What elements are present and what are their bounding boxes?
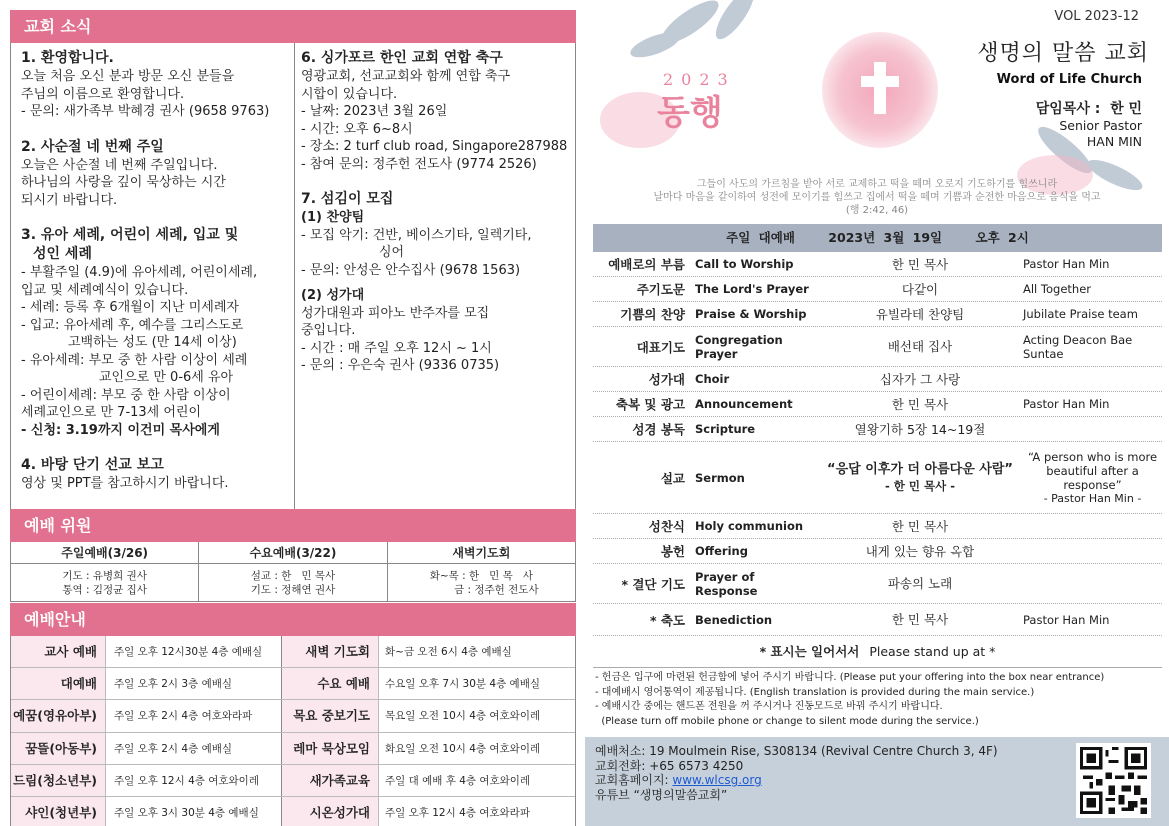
footer-youtube: 유튜브 “생명의말씀교회” [595,787,728,802]
staff-col-heading: 수요예배(3/22) [199,542,386,564]
order-korean-label: 예배로의 부름 [608,257,685,272]
order-mid-text: 한 민 목사 [891,256,949,272]
news-4-heading: 4. 바탕 단기 선교 보고 [21,457,164,473]
guide-row [11,797,575,826]
staff-line: 기도 : 유병희 권사 [62,570,147,582]
staff-col-heading: 주일예배(3/26) [11,542,198,564]
guide-row [11,700,575,732]
news-1-heading: 1. 환영합니다. [21,50,114,66]
order-leader [819,611,1021,628]
footer-phone: 교회전화: +65 6573 4250 [595,758,744,773]
order-leader [819,518,1021,535]
order-english-leader [1021,613,1162,627]
news-column-right [301,49,571,375]
order-mid-text: 파송의 노래 [887,576,953,591]
news-3-line: - 입교: 유아세례 후, 예수를 그리스도로 [21,317,244,333]
order-item [593,302,1162,327]
order-leader [819,396,1021,413]
order-mid-text: 배선태 집사 [887,339,953,354]
notes [595,671,1160,729]
news-6-line: - 장소: 2 turf club road, Singapore287988 [301,139,568,154]
order-leader [819,421,1021,438]
news-3-heading-cont: 성인 세례 [33,246,92,262]
staff-line: 통역 : 김정균 집사 [62,584,147,596]
guide-value: 주일 오후 2시 3층 예배실 [106,668,282,699]
order-right-text: All Together [1023,282,1091,296]
news-2-heading: 2. 사순절 네 번째 주일 [21,138,164,155]
order-korean-label: * 축도 [649,612,685,628]
order-mid-text: 십자가 그 사랑 [879,371,961,387]
news-3-line: 고백하는 성도 (만 14세 이상) [68,335,237,350]
staff-line: 기도 : 정해연 권사 [250,584,336,596]
guide-row [11,668,575,700]
news-6-heading: 6. 싱가포르 한인 교회 연합 축구 [301,50,503,66]
staff-section-title: 예배 위원 [10,509,576,542]
church-name-korean: 생명의 말씀 교회 [977,41,1149,66]
right-panel [585,0,1169,826]
guide-value: 주일 오후 12시 4층 여호와이레 [106,765,282,796]
news-7-sub1: (1) 찬양팀 [301,210,365,225]
guide-value: 주일 오후 12시 4층 여호와라파 [385,806,530,819]
order-korean-label: 봉헌 [660,544,685,559]
guide-label: 샤인(청년부) [11,797,106,826]
staff-col-wednesday [199,542,387,601]
news-7-line: - 모집 악기: 건반, 베이스기타, 일렉기타, [301,227,532,243]
standup-english: Please stand up at * [869,644,996,659]
guide-value: 목요일 오전 10시 4층 여호와이레 [385,710,541,723]
news-3-heading: 3. 유아 세례, 어린이 세례, 입교 및 [21,227,239,243]
footer [585,737,1169,826]
church-name-english: Word of Life Church [996,72,1142,87]
order-item [593,514,1162,539]
guide-label: 대예배 [11,668,106,699]
guide-value: 주일 대 예배 후 4층 여호와이레 [385,774,531,787]
order-mid-text: 내게 있는 향유 옥합 [865,543,975,559]
staff-line: 설교 : 한 민 목사 [250,570,336,582]
news-3-line: - 유아세례: 부모 중 한 사람 이상이 세례 [21,352,248,368]
guide-row [11,636,575,668]
order-item [593,392,1162,417]
column-divider [294,43,295,514]
news-6-line: - 날짜: 2023년 3월 26일 [301,104,448,119]
scripture-verse [605,178,1149,217]
guide-label: 레마 묵상모임 [282,733,379,764]
staff-line: 화~목 : 한 민 목 사 [429,570,533,582]
guide-row [11,765,575,797]
qr-code-icon[interactable] [1076,743,1151,818]
news-1-line: 주님의 이름으로 환영합니다. [21,86,185,102]
news-6-line: 시합이 있습니다. [301,86,398,102]
news-3-line: 세례교인으로 만 7-13세 어린이 [21,405,202,420]
order-leader [819,338,1021,355]
staff-table [10,542,576,602]
order-english-label: Offering [695,544,748,558]
scripture-line: 그들이 사도의 가르침을 받아 서로 교제하고 떡을 떼며 오로지 기도하기를 힘쓰니라 [696,179,1058,190]
news-4-line: 영상 및 PPT를 참고하시기 바랍니다. [21,476,229,491]
order-heading: 주일 대예배 2023년 3월 19일 오후 2시 [593,224,1162,252]
order-english-label: Praise & Worship [695,307,807,321]
guide-value: 화요일 오전 10시 4층 여호와이레 [385,742,541,755]
news-3-line: 교인으로 만 0-6세 유아 [99,370,234,385]
news-7-sub2: (2) 성가대 [301,288,365,303]
order-mid-text: 한 민 목사 [891,396,949,412]
motto-title: 동행 [657,93,723,133]
order-right-text: Pastor Han Min [1023,397,1110,411]
note-line: - 예배시간 중에는 핸드폰 전원을 꺼 주시거나 진동모드로 바꿔 주시기 바랍니다. [595,701,943,712]
cross-horizontal [861,76,899,87]
news-7-line: - 시간 : 매 주일 오후 12시 ~ 1시 [301,340,492,356]
guide-label: 목요 중보기도 [282,700,379,731]
order-of-worship [593,224,1162,668]
order-english-label: Sermon [695,470,745,485]
scripture-reference: (행 2:42, 46) [845,205,909,216]
news-3-line: 입교 및 세례예식이 있습니다. [21,282,189,298]
senior-pastor-korean: 담임목사 : 한 민 [1035,101,1142,117]
news-7-line: - 문의 : 우은숙 권사 (9336 0735) [301,358,500,373]
guide-label: 교사 예배 [11,636,106,667]
order-leader [819,306,1021,323]
order-english-label: Announcement [695,397,793,411]
guide-table [10,636,576,826]
order-leader [819,575,1021,592]
order-korean-label: 축복 및 광고 [615,397,685,412]
news-3-apply: - 신청: 3.19까지 이건미 목사에게 [21,422,220,438]
staff-col-dawn [388,542,575,601]
order-leader [819,371,1021,388]
order-english-label: Choir [695,372,730,386]
order-korean-label: 주기도문 [636,282,685,297]
order-item [593,252,1162,277]
order-item [593,367,1162,392]
note-line: - 대예배시 영어통역이 제공됩니다. (English translation is provided during the main service.) [595,686,1035,698]
guide-label: 새벽 기도회 [282,636,379,667]
standup-note [593,636,1162,668]
order-mid-text: 다같이 [901,281,939,297]
order-korean-label: 대표기도 [636,339,685,355]
news-2-line: 오늘은 사순절 네 번째 주일입니다. [21,157,218,173]
news-7-line: 성가대원과 피아노 반주자를 모집 [301,305,490,321]
order-item [593,604,1162,636]
order-mid-text: 한 민 목사 [891,518,949,534]
left-panel [10,10,576,825]
footer-address: 예배처소: 19 Moulmein Rise, S308134 (Revival Centre Church 3, 4F) [595,744,998,758]
guide-value: 주일 오후 12시30분 4층 예배실 [106,636,282,667]
order-english-leader [1021,450,1162,506]
website-link[interactable]: www.wlcsg.org [672,773,762,787]
order-mid-sub: - 한 민 목사 - [885,478,955,493]
order-korean-label: 성찬식 [648,519,685,534]
order-korean-label: 기쁨의 찬양 [620,307,685,322]
standup-korean: * 표시는 일어서서 [759,644,860,659]
order-english-leader [1021,257,1162,271]
order-right-text: Pastor Han Min [1023,612,1110,627]
order-korean-label: 성가대 [648,372,685,387]
note-line: (Please turn off mobile phone or change to silent mode during the service.) [595,715,979,727]
guide-label: 수요 예배 [282,668,379,699]
volume-number: VOL 2023-12 [1054,9,1139,24]
order-mid-text: 열왕기하 5장 14~19절 [854,421,986,437]
staff-line: 금 : 정주헌 전도사 [454,584,539,596]
scripture-line: 날마다 마음을 같이하여 성전에 모이기를 힘쓰고 집에서 떡을 떼며 기쁨과 순전한 마음으로 음식을 먹고 [653,192,1101,203]
news-3-line: - 세례: 등록 후 6개월이 지난 미세례자 [21,300,239,315]
guide-value: 수요일 오후 7시 30분 4층 예배실 [385,678,540,691]
news-6-line: - 참여 문의: 정주헌 전도사 (9774 2526) [301,156,537,172]
news-6-line: - 시간: 오후 6~8시 [301,121,413,137]
staff-col-heading: 새벽기도회 [388,542,575,564]
news-7-line: 중입니다. [301,323,356,338]
news-section-title: 교회 소식 [10,10,576,43]
order-item [593,539,1162,564]
news-6-line: 영광교회, 선교교회와 함께 연합 축구 [301,69,511,84]
order-english-label: The Lord's Prayer [695,282,809,296]
order-korean-label: 설교 [660,470,685,486]
guide-label: 시온성가대 [282,797,379,826]
order-right-text: Pastor Han Min [1023,257,1110,271]
news-7-heading: 7. 섬김이 모집 [301,191,394,207]
order-item [593,564,1162,604]
order-leader [819,281,1021,298]
guide-label: 예꿈(영유아부) [11,700,106,731]
order-korean-label: * 결단 기도 [621,576,685,592]
news-3-line: - 어린이세례: 부모 중 한 사람 이상이 [21,387,231,403]
guide-value: 화~금 오전 6시 4층 예배실 [385,646,512,658]
news-7-line: - 문의: 안성은 안수집사 (9678 1563) [301,262,521,278]
year-label: 2023 [663,70,736,89]
order-right-text: Acting Deacon Bae Suntae [1023,332,1133,361]
order-right-text: “A person who is more beautiful after a response” [1027,449,1158,492]
order-korean-label: 성경 봉독 [632,422,685,437]
order-english-leader [1021,307,1162,321]
order-mid-text: 한 민 목사 [891,612,949,627]
footer-website-label: 교회홈페이지: [595,773,673,787]
news-1-line: 오늘 처음 오신 분과 방문 오신 분들을 [21,69,235,84]
note-line: - 헌금은 입구에 마련된 헌금함에 넣어 주시기 바랍니다. (Please put your offering into the box near entrance) [595,672,1105,683]
senior-pastor-title: Senior Pastor [1059,118,1142,133]
order-english-label: Call to Worship [695,257,794,271]
cross-vertical [874,62,886,114]
guide-value: 주일 오후 2시 4층 여호와라파 [106,700,282,731]
guide-row [11,733,575,765]
order-right-sub: - Pastor Han Min - [1043,491,1142,505]
news-2-line: 하나님의 사랑을 깊이 묵상하는 시간 [21,175,226,190]
staff-col-sunday [11,542,199,601]
news-2-line: 되시기 바랍니다. [21,192,118,208]
order-leader [819,543,1021,560]
guide-label: 꿈뜰(아동부) [11,733,106,764]
news-box [10,43,576,515]
news-3-line: - 부활주일 (4.9)에 유아세례, 어린이세례, [21,265,258,280]
order-english-leader [1021,333,1162,361]
order-english-label: Prayer of Response [695,569,758,598]
order-english-label: Scripture [695,422,756,436]
guide-value: 주일 오후 3시 30분 4층 예배실 [106,797,282,826]
order-item [593,442,1162,514]
guide-section-title: 예배안내 [10,603,576,636]
news-7-line: 싱어 [379,245,405,260]
order-english-label: Congregation Prayer [695,332,783,361]
senior-pastor-name: HAN MIN [1086,134,1142,149]
guide-label: 새가족교육 [282,765,379,796]
order-item [593,277,1162,302]
guide-value: 주일 오후 2시 4층 예배실 [106,733,282,764]
news-1-line: - 문의: 새가족부 박혜경 권사 (9658 9763) [21,104,270,119]
order-leader [819,461,1021,495]
guide-label: 드림(청소년부) [11,765,106,796]
order-item [593,327,1162,367]
order-english-leader [1021,282,1162,296]
order-mid-text: 유빌라테 찬양팀 [875,306,965,322]
order-english-label: Holy communion [695,519,804,533]
order-right-text: Jubilate Praise team [1023,307,1138,321]
order-leader [819,256,1021,273]
news-column-left [21,49,289,493]
order-english-label: Benediction [695,612,773,627]
order-mid-text: “응답 이후가 더 아름다운 사람” [827,461,1013,477]
order-english-leader [1021,397,1162,411]
order-item [593,417,1162,442]
